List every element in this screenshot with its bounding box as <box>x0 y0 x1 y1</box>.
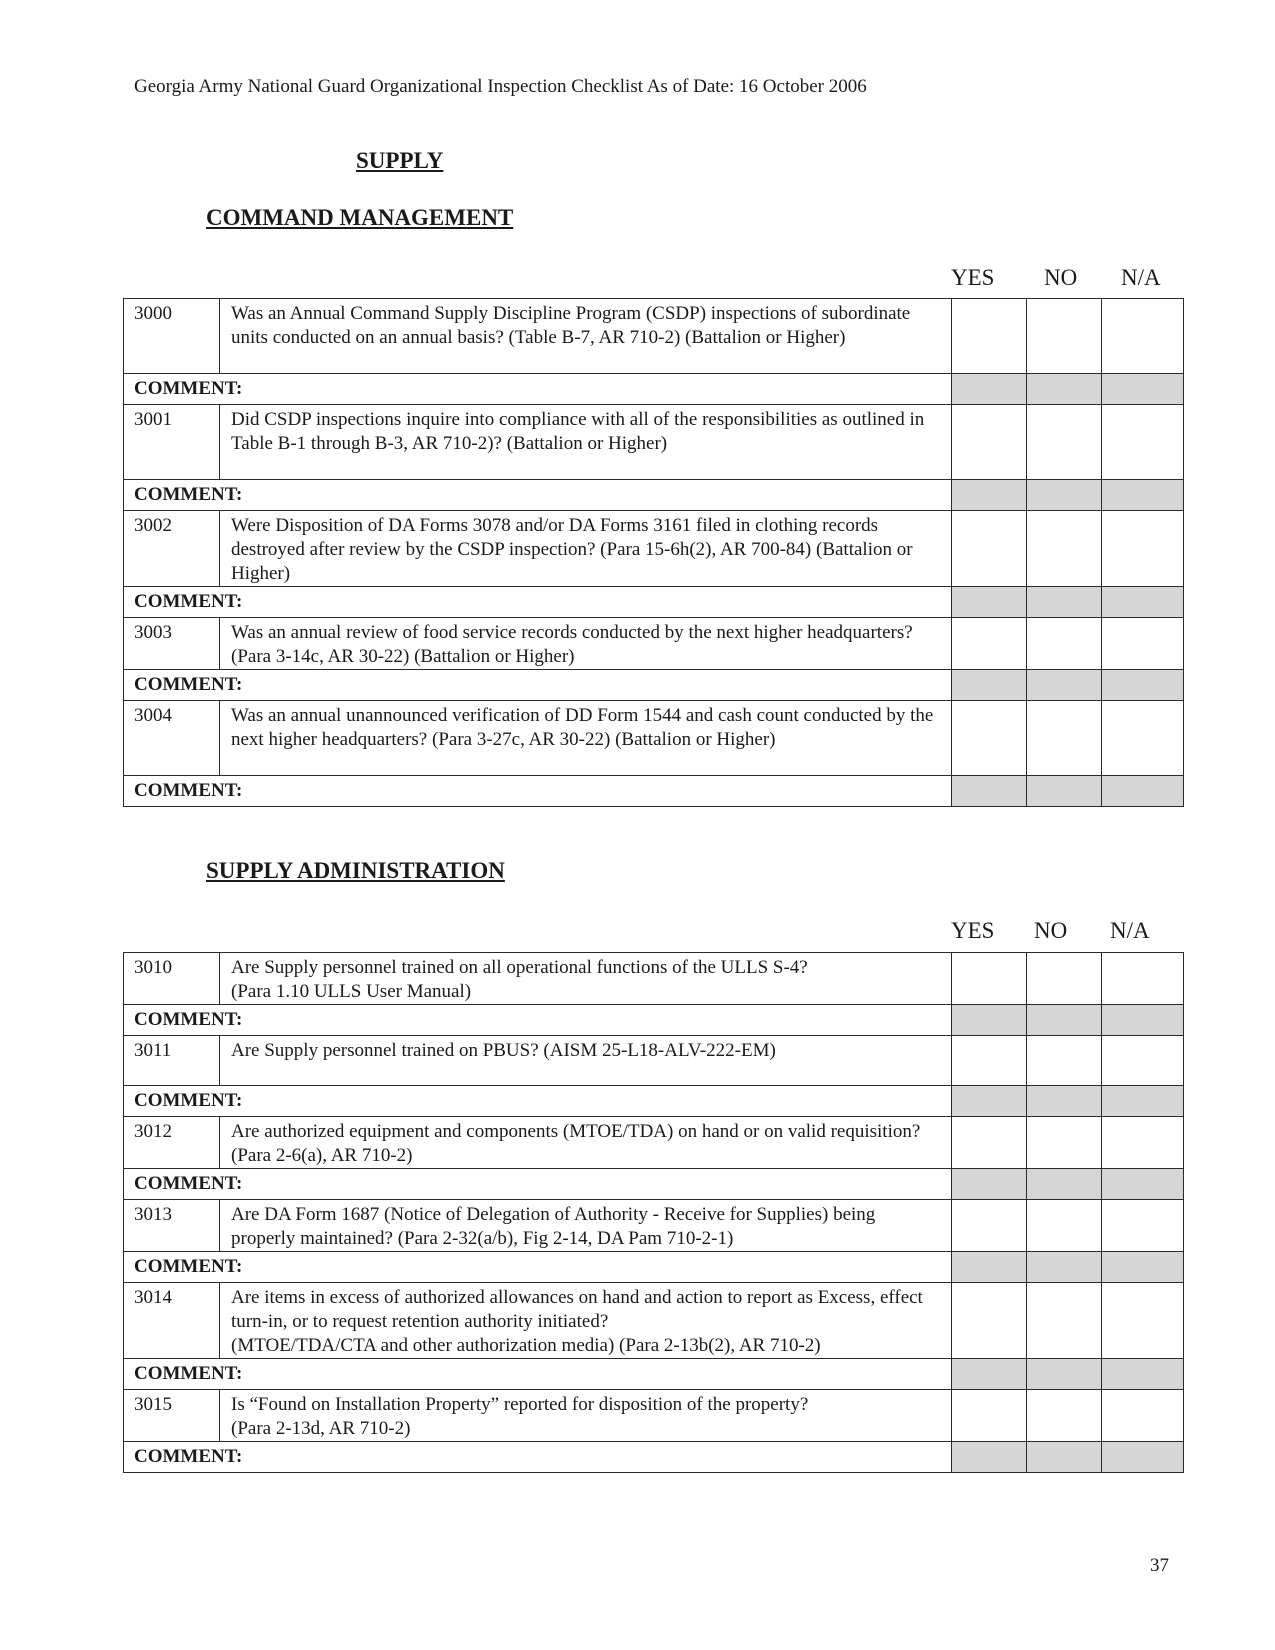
item-question: Did CSDP inspections inquire into compliance with all of the responsibilities as outlined in Table B-1 through B-3, AR 710-2)? (Battalion or Higher) <box>220 405 952 480</box>
checklist-item-row <box>124 701 1184 776</box>
shaded-cell <box>952 1086 1027 1117</box>
shaded-cell <box>952 1005 1027 1036</box>
na-answer-cell[interactable] <box>1102 405 1184 480</box>
comment-label[interactable]: COMMENT: <box>124 374 952 405</box>
item-number: 3010 <box>124 953 220 1005</box>
shaded-cell <box>952 1252 1027 1283</box>
comment-row <box>124 480 1184 511</box>
comment-row <box>124 1086 1184 1117</box>
item-question: Was an annual unannounced verification of DD Form 1544 and cash count conducted by the next higher headquarters? (Para 3-27c, AR 30-22) (Battalion or Higher) <box>220 701 952 776</box>
yes-answer-cell[interactable] <box>952 1283 1027 1359</box>
shaded-cell <box>952 1169 1027 1200</box>
shaded-cell <box>1102 1442 1184 1473</box>
checklist-item-row <box>124 1117 1184 1169</box>
comment-row <box>124 1442 1184 1473</box>
item-question: Are Supply personnel trained on all operational functions of the ULLS S-4? (Para 1.10 ULLS User Manual) <box>220 953 952 1005</box>
comment-label[interactable]: COMMENT: <box>124 1442 952 1473</box>
na-answer-cell[interactable] <box>1102 1283 1184 1359</box>
shaded-cell <box>1027 776 1102 807</box>
comment-label[interactable]: COMMENT: <box>124 587 952 618</box>
yes-answer-cell[interactable] <box>952 1036 1027 1086</box>
shaded-cell <box>952 1442 1027 1473</box>
yes-answer-cell[interactable] <box>952 1200 1027 1252</box>
item-number: 3003 <box>124 618 220 670</box>
comment-label[interactable]: COMMENT: <box>124 1252 952 1283</box>
checklist-item-row <box>124 953 1184 1005</box>
shaded-cell <box>1102 776 1184 807</box>
comment-row <box>124 587 1184 618</box>
no-answer-cell[interactable] <box>1027 701 1102 776</box>
item-number: 3015 <box>124 1390 220 1442</box>
item-number: 3012 <box>124 1117 220 1169</box>
no-answer-cell[interactable] <box>1027 405 1102 480</box>
na-answer-cell[interactable] <box>1102 1390 1184 1442</box>
checklist-item-row <box>124 405 1184 480</box>
checklist-item-row <box>124 1283 1184 1359</box>
shaded-cell <box>1102 480 1184 511</box>
shaded-cell <box>1102 670 1184 701</box>
checklist-item-row <box>124 1390 1184 1442</box>
na-answer-cell[interactable] <box>1102 701 1184 776</box>
shaded-cell <box>1102 587 1184 618</box>
answer-column-headers <box>951 918 1182 946</box>
shaded-cell <box>952 776 1027 807</box>
comment-label[interactable]: COMMENT: <box>124 1169 952 1200</box>
na-answer-cell[interactable] <box>1102 1036 1184 1086</box>
answer-column-headers <box>951 265 1182 293</box>
comment-label[interactable]: COMMENT: <box>124 1359 952 1390</box>
comment-row <box>124 1359 1184 1390</box>
shaded-cell <box>1027 587 1102 618</box>
comment-row <box>124 670 1184 701</box>
shaded-cell <box>1027 1252 1102 1283</box>
yes-answer-cell[interactable] <box>952 1390 1027 1442</box>
no-column-header: NO <box>1034 918 1068 943</box>
shaded-cell <box>1027 1086 1102 1117</box>
item-question: Is “Found on Installation Property” reported for disposition of the property? (Para 2-13d, AR 710-2) <box>220 1390 952 1442</box>
na-answer-cell[interactable] <box>1102 511 1184 587</box>
item-question: Was an annual review of food service records conducted by the next higher headquarters? (Para 3-14c, AR 30-22) (Battalion or Higher) <box>220 618 952 670</box>
item-number: 3011 <box>124 1036 220 1086</box>
yes-answer-cell[interactable] <box>952 953 1027 1005</box>
checklist-item-row <box>124 299 1184 374</box>
checklist-item-row <box>124 511 1184 587</box>
page-number: 37 <box>1150 1555 1169 1576</box>
checklist-item-row <box>124 1036 1184 1086</box>
shaded-cell <box>1027 1169 1102 1200</box>
yes-column-header: YES <box>951 265 995 290</box>
comment-row <box>124 776 1184 807</box>
yes-answer-cell[interactable] <box>952 511 1027 587</box>
checklist-item-row <box>124 1200 1184 1252</box>
comment-label[interactable]: COMMENT: <box>124 670 952 701</box>
item-number: 3001 <box>124 405 220 480</box>
comment-row <box>124 1169 1184 1200</box>
item-question: Are Supply personnel trained on PBUS? (AISM 25-L18-ALV-222-EM) <box>220 1036 952 1086</box>
supply-administration-checklist <box>123 952 1184 1473</box>
na-answer-cell[interactable] <box>1102 953 1184 1005</box>
no-answer-cell[interactable] <box>1027 953 1102 1005</box>
yes-answer-cell[interactable] <box>952 299 1027 374</box>
shaded-cell <box>1102 1169 1184 1200</box>
shaded-cell <box>952 587 1027 618</box>
shaded-cell <box>1027 1359 1102 1390</box>
yes-answer-cell[interactable] <box>952 701 1027 776</box>
shaded-cell <box>952 670 1027 701</box>
comment-row <box>124 1252 1184 1283</box>
comment-label[interactable]: COMMENT: <box>124 1005 952 1036</box>
shaded-cell <box>1027 1005 1102 1036</box>
shaded-cell <box>952 374 1027 405</box>
item-question: Are authorized equipment and components (MTOE/TDA) on hand or on valid requisition? (Para 2-6(a), AR 710-2) <box>220 1117 952 1169</box>
item-question: Are DA Form 1687 (Notice of Delegation of Authority - Receive for Supplies) being properly maintained? (Para 2-32(a/b), Fig 2-14, DA Pam 710-2-1) <box>220 1200 952 1252</box>
shaded-cell <box>1102 1005 1184 1036</box>
yes-answer-cell[interactable] <box>952 1117 1027 1169</box>
shaded-cell <box>952 480 1027 511</box>
na-answer-cell[interactable] <box>1102 299 1184 374</box>
command-management-checklist <box>123 298 1184 807</box>
shaded-cell <box>952 1359 1027 1390</box>
no-answer-cell[interactable] <box>1027 1283 1102 1359</box>
yes-answer-cell[interactable] <box>952 618 1027 670</box>
comment-label[interactable]: COMMENT: <box>124 776 952 807</box>
item-question: Are items in excess of authorized allowances on hand and action to report as Excess, effect turn-in, or to request retention authority initiated? (MTOE/TDA/CTA and other authorization media) (Para 2-13b(2), AR 710-2) <box>220 1283 952 1359</box>
no-answer-cell[interactable] <box>1027 511 1102 587</box>
na-answer-cell[interactable] <box>1102 618 1184 670</box>
no-answer-cell[interactable] <box>1027 1117 1102 1169</box>
item-number: 3004 <box>124 701 220 776</box>
checklist-item-row <box>124 618 1184 670</box>
comment-label[interactable]: COMMENT: <box>124 1086 952 1117</box>
shaded-cell <box>1102 1359 1184 1390</box>
no-answer-cell[interactable] <box>1027 299 1102 374</box>
no-column-header: NO <box>1044 265 1078 290</box>
shaded-cell <box>1102 1086 1184 1117</box>
shaded-cell <box>1102 1252 1184 1283</box>
comment-row <box>124 374 1184 405</box>
item-number: 3002 <box>124 511 220 587</box>
item-number: 3000 <box>124 299 220 374</box>
item-question: Was an Annual Command Supply Discipline Program (CSDP) inspections of subordinate units conducted on an annual basis? (Table B-7, AR 710-2) (Battalion or Higher) <box>220 299 952 374</box>
no-answer-cell[interactable] <box>1027 1390 1102 1442</box>
na-column-header: N/A <box>1121 265 1161 290</box>
no-answer-cell[interactable] <box>1027 1036 1102 1086</box>
comment-label[interactable]: COMMENT: <box>124 480 952 511</box>
item-number: 3013 <box>124 1200 220 1252</box>
no-answer-cell[interactable] <box>1027 618 1102 670</box>
na-answer-cell[interactable] <box>1102 1117 1184 1169</box>
no-answer-cell[interactable] <box>1027 1200 1102 1252</box>
shaded-cell <box>1027 374 1102 405</box>
na-column-header: N/A <box>1110 918 1150 943</box>
shaded-cell <box>1027 480 1102 511</box>
shaded-cell <box>1027 1442 1102 1473</box>
shaded-cell <box>1027 670 1102 701</box>
yes-column-header: YES <box>951 918 995 943</box>
na-answer-cell[interactable] <box>1102 1200 1184 1252</box>
section-heading-command-management: COMMAND MANAGEMENT <box>206 205 514 230</box>
shaded-cell <box>1102 374 1184 405</box>
section-heading-supply-administration: SUPPLY ADMINISTRATION <box>206 858 505 883</box>
yes-answer-cell[interactable] <box>952 405 1027 480</box>
item-question: Were Disposition of DA Forms 3078 and/or DA Forms 3161 filed in clothing records destroyed after review by the CSDP inspection? (Para 15-6h(2), AR 700-84) (Battalion or Higher) <box>220 511 952 587</box>
item-number: 3014 <box>124 1283 220 1359</box>
page-header: Georgia Army National Guard Organizational Inspection Checklist As of Date: 16 October 2006 <box>134 76 867 97</box>
page-title: SUPPLY <box>356 148 444 173</box>
comment-row <box>124 1005 1184 1036</box>
